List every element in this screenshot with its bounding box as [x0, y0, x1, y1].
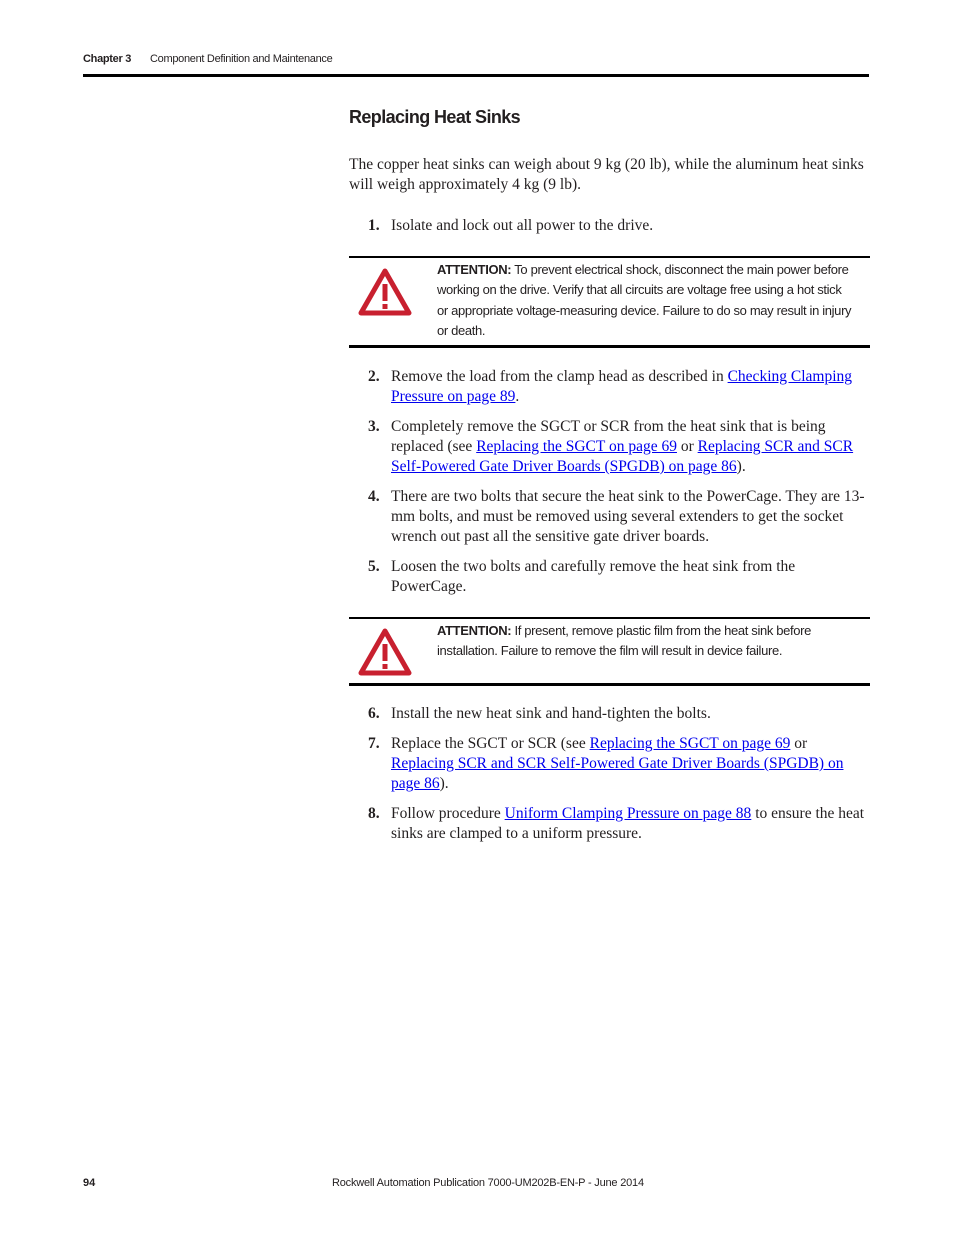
- footer-publication: Rockwell Automation Publication 7000-UM202B-EN-P - June 2014: [332, 1177, 644, 1189]
- step-number: 1.: [368, 217, 380, 234]
- link-uniform-clamping-pressure[interactable]: Uniform Clamping Pressure on page 88: [504, 805, 752, 822]
- step-number: 6.: [368, 705, 380, 722]
- step-text: Replace the SGCT or SCR (see Replacing the SGCT on page 69 or Replacing SCR and SCR Self-Powered Gate Driver Boards (SPGDB) on page 86).: [391, 735, 844, 792]
- step-number: 7.: [368, 735, 380, 752]
- header-chapter: Chapter 3: [83, 53, 132, 65]
- header-title: Component Definition and Maintenance: [150, 53, 333, 65]
- step-text: Remove the load from the clamp head as described in Checking Clamping Pressure on page 89.: [391, 368, 853, 405]
- step-text: Follow procedure Uniform Clamping Pressure on page 88 to ensure the heat sinks are clamped to a uniform pressure.: [391, 805, 865, 842]
- link-checking-clamping-pressure[interactable]: Checking Clamping Pressure on page 89: [391, 368, 853, 405]
- link-replacing-sgct[interactable]: Replacing the SGCT on page 69: [476, 438, 677, 455]
- warning-triangle-icon: [358, 628, 412, 676]
- attention-text: [437, 260, 855, 341]
- link-replacing-sgct[interactable]: Replacing the SGCT on page 69: [589, 735, 791, 752]
- step-text: There are two bolts that secure the heat sink to the PowerCage. They are 13-mm bolts, and must be removed using several extenders to get the socket wrench out past all the sensitive gate driver boards.: [391, 488, 865, 545]
- attention-box-plastic-film: [349, 617, 870, 686]
- attention-label: ATTENTION:: [437, 262, 512, 277]
- step-text: Loosen the two bolts and carefully remove the heat sink from the PowerCage.: [391, 558, 796, 595]
- step-text: Install the new heat sink and hand-tighten the bolts.: [391, 705, 711, 722]
- step-text: Completely remove the SGCT or SCR from the heat sink that is being replaced (see Replacing the SGCT on page 69 or Replacing SCR and SCR Self-Powered Gate Driver Boards (SPGDB) on page 86).: [391, 418, 854, 475]
- footer-page-number: 94: [83, 1177, 96, 1189]
- step-text: Isolate and lock out all power to the drive.: [391, 217, 654, 234]
- intro-paragraph: The copper heat sinks can weigh about 9 kg (20 lb), while the aluminum heat sinks will weigh approximately 4 kg (9 lb).: [349, 156, 864, 193]
- section-heading: Replacing Heat Sinks: [349, 107, 521, 127]
- link-replacing-scr-spgdb[interactable]: Replacing SCR and SCR Self-Powered Gate Driver Boards (SPGDB) on page 86: [391, 438, 854, 475]
- attention-label: ATTENTION:: [437, 623, 512, 638]
- attention-text: [437, 621, 855, 662]
- step-number: 8.: [368, 805, 380, 822]
- attention-box-shock: [349, 256, 870, 348]
- step-number: 2.: [368, 368, 380, 385]
- link-replacing-scr-spgdb[interactable]: Replacing SCR and SCR Self-Powered Gate Driver Boards (SPGDB) on page 86: [391, 755, 844, 792]
- step-number: 3.: [368, 418, 380, 435]
- step-number: 5.: [368, 558, 380, 575]
- warning-triangle-icon: [358, 268, 412, 316]
- attention-body: If present, remove plastic film from the heat sink before installation. Failure to remove the film will result in device failure.: [437, 623, 812, 659]
- step-number: 4.: [368, 488, 380, 505]
- attention-body: To prevent electrical shock, disconnect the main power before working on the drive. Verify that all circuits are voltage free using a hot stick or appropriate voltage-measuring device. Failure to do so may result in injury or death.: [437, 262, 852, 338]
- header-rule: [83, 74, 869, 77]
